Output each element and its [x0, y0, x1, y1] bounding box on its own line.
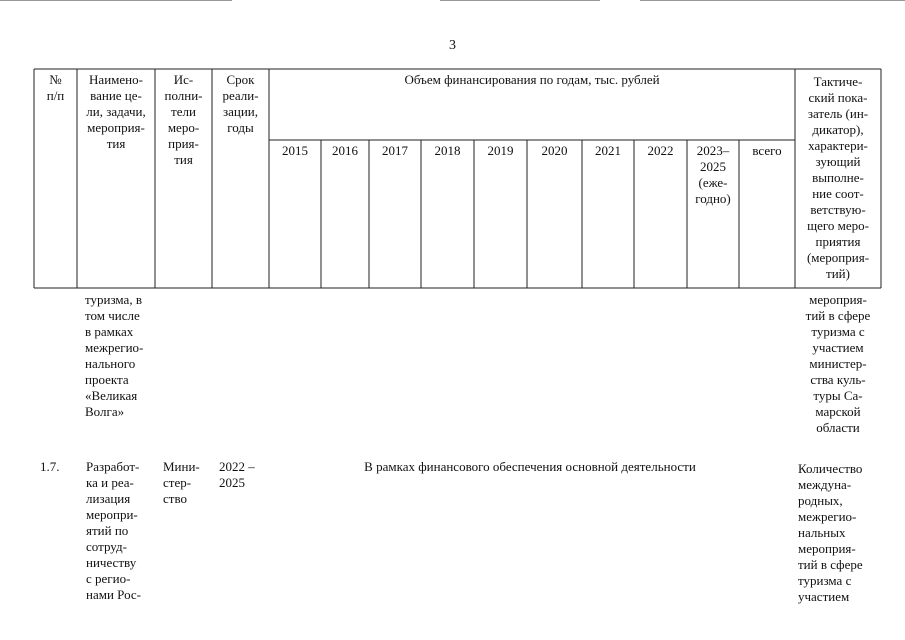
year-total: всего [752, 143, 782, 158]
year-2020: 2020 [541, 143, 568, 158]
header-funding: Объем финансирования по годам, тыс. рублей [404, 72, 660, 87]
header-num: № п/п [46, 72, 65, 103]
header-name: Наимено- вание це- ли, задачи, мероприя- тия [86, 72, 146, 151]
row-cont-indicator: мероприя- тий в сфере туризма с участием министер- ства куль- туры Са- марской области [805, 292, 871, 435]
header-term: Срок реали- зации, годы [222, 72, 259, 135]
row-17-num: 1.7. [40, 459, 60, 474]
year-2021: 2021 [595, 143, 621, 158]
row-17-term: 2022 – 2025 [219, 459, 255, 490]
row-17-executor: Мини- стер- ство [163, 459, 200, 506]
year-2019: 2019 [487, 143, 514, 158]
year-2016: 2016 [332, 143, 358, 158]
year-2015: 2015 [282, 143, 308, 158]
year-2022: 2022 [647, 143, 674, 158]
page-number: 3 [449, 38, 456, 53]
row-17-indicator: Количество междуна- родных, межрегио- нальных мероприя- тий в сфере туризма с участием [798, 461, 863, 604]
year-2023-2025: 2023– 2025 (еже- годно) [695, 143, 731, 206]
header-executors: Ис- полни- тели меро- прия- тия [164, 72, 203, 167]
year-2017: 2017 [382, 143, 408, 158]
year-2018: 2018 [434, 143, 461, 158]
header-indicator: Тактиче- ский пока- затель (ин- дикатор), характери- зующий выполне- ние соот- ветствую- щего меро- приятия (мероприя- тий) [806, 74, 870, 281]
row-cont-name: туризма, в том числе в рамках межрегио- нального проекта «Великая Волга» [85, 292, 144, 419]
row-17-name: Разработ- ка и реа- лизация меропри- ятий по сотруд- ничеству с регио- нами Рос- [86, 459, 141, 602]
row-17-funding: В рамках финансового обеспечения основной деятельности [364, 459, 696, 474]
